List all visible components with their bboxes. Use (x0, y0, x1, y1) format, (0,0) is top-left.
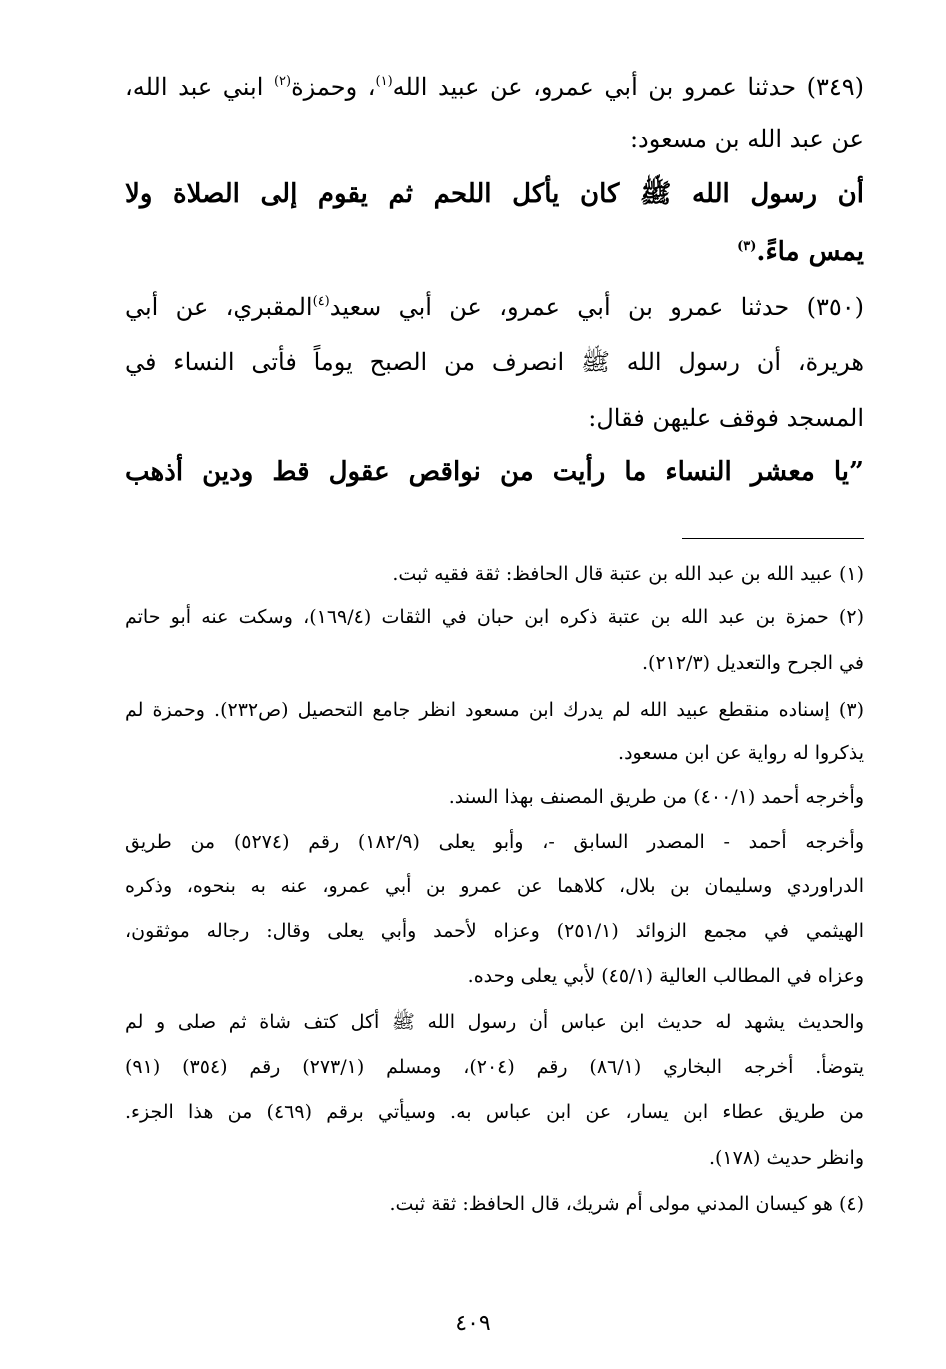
hadith-350-line-1 (125, 292, 864, 327)
hadith-350-line-2: هريرة، أن رسول الله ﷺ انصرف من الصبح يوماً فأتى النساء في (125, 348, 864, 376)
footnote-3-line-5: الدراوردي وسليمان بن بلال، كلاهما عن عمرو بن أبي عمرو، عنه به بنحوه، وذكره (125, 875, 864, 897)
hadith-350-text-a: (٣٥٠) حدثنا عمرو بن أبي عمرو، عن أبي سعيد (329, 293, 864, 321)
footnote-3-line-6: الهيثمي في مجمع الزوائد (٢٥١/١) وعزاه لأحمد وأبي يعلى وقال: رجاله موثقون، (125, 920, 864, 942)
hadith-349-matn-line-2 (737, 236, 864, 273)
footnote-2-line-1: (٢) حمزة بن عبد الله بن عتبة ذكره ابن حبان في الثقات (١٦٩/٤)، وسكت عنه أبو حاتم (125, 606, 864, 628)
footnote-4: (٤) هو كيسان المدني مولى أم شريك، قال الحافظ: ثقة ثبت. (389, 1193, 864, 1215)
footnote-separator (682, 538, 864, 539)
footnote-2-line-2: في الجرح والتعديل (٢١٢/٣). (641, 652, 864, 674)
footnote-3-line-1: (٣) إسناده منقطع عبيد الله لم يدرك ابن مسعود انظر جامع التحصيل (ص٢٣٢). وحمزة لم (125, 699, 864, 721)
hadith-350-text-b: المقبري، عن أبي (125, 293, 313, 321)
hadith-349-text-b: ، وحمزة (291, 73, 376, 101)
page-number: ٤٠٩ (455, 1311, 491, 1336)
hadith-349-matn-text: يمس ماءً. (756, 237, 864, 267)
footnote-ref-4: (٤) (312, 294, 330, 309)
footnote-1: (١) عبيد الله بن عبد الله بن عتبة قال الحافظ: ثقة فقيه ثبت. (392, 563, 864, 585)
hadith-349-line-1 (125, 72, 864, 107)
footnote-3-line-10: من طريق عطاء ابن يسار، عن ابن عباس به. وسيأتي برقم (٤٦٩) من هذا الجزء. (125, 1101, 864, 1123)
hadith-349-matn-line-1: أن رسول الله ﷺ كان يأكل اللحم ثم يقوم إلى الصلاة ولا (125, 179, 864, 209)
hadith-350-matn-line-1: ”يا معشر النساء ما رأيت من نواقص عقول قط ودين أذهب (125, 457, 864, 487)
footnote-ref-3: (٣) (737, 239, 757, 254)
hadith-349-line-2: عن عبد الله بن مسعود: (629, 125, 864, 153)
footnote-3-line-9: يتوضأ. أخرجه البخاري (٨٦/١) رقم (٢٠٤)، ومسلم (٢٧٣/١) رقم (٣٥٤) (٩١) (125, 1056, 865, 1078)
footnote-3-line-11: وانظر حديث (١٧٨). (708, 1147, 864, 1169)
footnote-3-line-4: وأخرجه أحمد - المصدر السابق -، وأبو يعلى (١٨٢/٩) رقم (٥٢٧٤) من طريق (125, 831, 864, 853)
footnote-3-line-7: وعزاه في المطالب العالية (٤٥/١) لأبي يعلى وحده. (467, 965, 864, 987)
footnote-3-line-8: والحديث يشهد له حديث ابن عباس أن رسول الله ﷺ أكل كتف شاة ثم صلى و لم (125, 1011, 864, 1033)
hadith-350-line-3: المسجد فوقف عليهن فقال: (588, 404, 864, 432)
footnote-ref-1: (١) (375, 74, 393, 89)
hadith-349-text-a: (٣٤٩) حدثنا عمرو بن أبي عمرو، عن عبيد الله (392, 73, 865, 101)
footnote-3-line-3: وأخرجه أحمد (٤٠٠/١) من طريق المصنف بهذا السند. (448, 786, 864, 808)
footnote-ref-2: (٢) (273, 74, 292, 89)
footnote-3-line-2: يذكروا له رواية عن ابن مسعود. (618, 742, 864, 764)
hadith-349-text-c: ابني عبد الله، (125, 73, 274, 101)
